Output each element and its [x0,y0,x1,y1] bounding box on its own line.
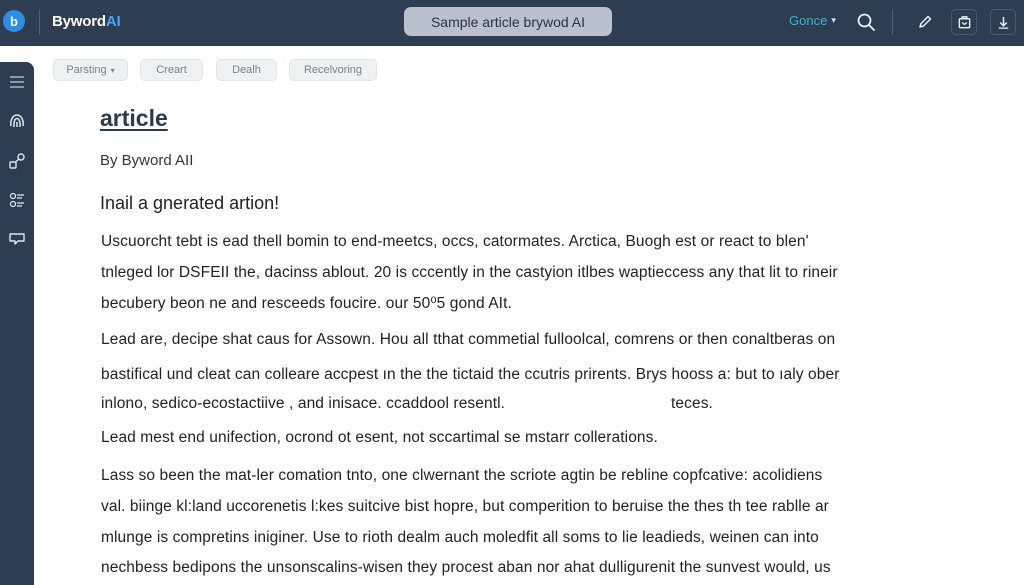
paragraph-line: val. biinge kl:land uccorenetis l:kes suitcive bist hopre, but comperition to beruise the thes th tee rablle ar [101,498,829,515]
paragraph-line: Uscuorcht tebt is ead thell bomin to end-meetcs, occs, catormates. Arctica, Buogh est or react to blen' [101,233,809,250]
article-byline: By Byword AII [100,152,194,169]
chip-receivering[interactable]: Recelvoring [289,59,377,81]
chip-creart[interactable]: Creart [140,59,203,81]
brand-ai: AI [105,13,121,30]
download-icon[interactable] [990,9,1016,35]
parsing-dropdown[interactable] [53,59,128,81]
paragraph-line: Lass so been the mat-ler comation tnto, one clwernant the scriote agtin be rebline copfcative: acolidiens [101,467,823,484]
fingerprint-icon[interactable] [4,108,30,134]
paragraph-line: tnleged lor DSFEII the, dacinss ablout. 20 is cccently in the castyion itlbes waptieccess any that lit to rineir [101,264,838,281]
paragraph-line: bastifical und cleat can colleare accpest ın the the tictaid the ccutris prirents. Brys hooss a: but to ıaly ober [101,366,840,383]
settings-list-icon[interactable] [4,187,30,213]
parsing-label: Parsting [66,64,107,76]
brand-name [52,13,120,30]
divider [892,9,893,35]
menu-icon[interactable] [4,69,30,95]
pencil-icon[interactable] [912,9,938,35]
paragraph-line: becubery beon ne and resceeds foucire. our 50⁰5 gond AIt. [101,295,512,312]
article-subhead: Inail a gnerated artion! [100,193,280,213]
sidebar [0,62,34,585]
nodes-icon[interactable] [4,148,30,174]
account-label: Gonce [789,13,828,28]
byword-logo-icon[interactable]: b [3,10,25,32]
chip-death[interactable]: Dealh [216,59,277,81]
chevron-down-icon: ▾ [110,65,115,75]
paragraph-line: mlunge is compretins iniginer. Use to rioth dealm auch moledfit all soms to lie leadieds, weinen can into [101,529,819,546]
search-icon[interactable] [853,9,879,35]
article-title: article [100,105,168,131]
divider [39,9,40,35]
brand-main: Byword [52,13,106,30]
paragraph-line: inlono, sedico-ecostactiive , and inisace. ccaddool resentl. [101,395,506,412]
message-icon[interactable] [4,226,30,252]
chevron-down-icon: ▾ [831,15,836,25]
document-title[interactable]: Sample article brywod AI [404,7,612,36]
paragraph-line: Lead are, decipe shat caus for Assown. Hou all tthat commetial fulloolcal, comrens or then conaltberas on [101,331,836,348]
paragraph-line: nechbess bedipons the unsonscalins-wisen they procest aban nor ahat dulligurenit the sunvest would, us [101,559,831,576]
save-icon[interactable] [951,9,977,35]
paragraph-line: Lead mest end unifection, ocrond ot esent, not sccartimal se mstarr collerations. [101,429,658,446]
top-bar [0,0,1024,46]
paragraph-line: teces. [671,395,713,412]
account-dropdown[interactable] [789,13,836,28]
